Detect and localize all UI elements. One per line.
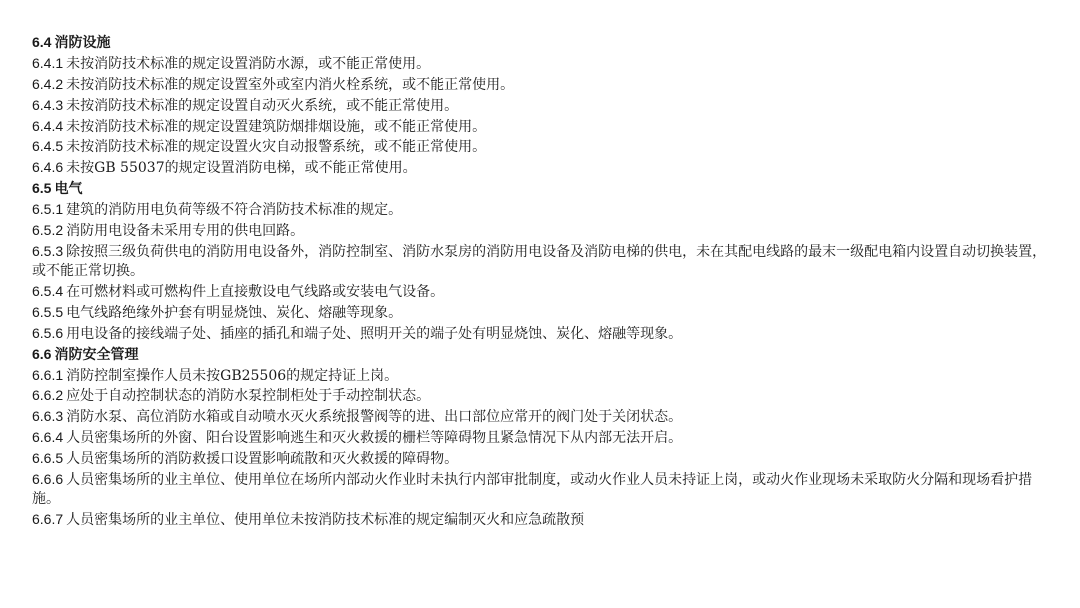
clause-text: 人员密集场所的外窗、阳台设置影响逃生和灭火救援的栅栏等障碍物且紧急情况下从内部无法开启。 (66, 430, 683, 447)
clause-text: 消防控制室操作人员未按GB25506的规定持证上岗。 (66, 367, 399, 384)
section-heading-6-6 (32, 345, 1054, 365)
clause-6-6-4 (32, 428, 1054, 448)
clause-number: 6.4.6 (32, 159, 64, 176)
clause-number: 6.5.3 (32, 243, 64, 260)
clause-text: 用电设备的接线端子处、插座的插孔和端子处、照明开关的端子处有明显烧蚀、炭化、熔融等现象。 (66, 325, 683, 342)
clause-6-4-1 (32, 54, 1054, 74)
clause-number: 6.6.1 (32, 366, 64, 383)
clause-number: 6.5.5 (32, 303, 64, 320)
clause-6-5-1 (32, 200, 1054, 220)
clause-number: 6.6.4 (32, 429, 64, 446)
section-number: 6.5 (32, 180, 52, 197)
section-number: 6.6 (32, 345, 52, 362)
clause-6-5-5 (32, 303, 1054, 323)
clause-text: 建筑的消防用电负荷等级不符合消防技术标准的规定。 (66, 202, 403, 219)
section-heading-6-5 (32, 179, 1054, 199)
clause-6-6-5 (32, 449, 1054, 469)
clause-text: 除按照三级负荷供电的消防用电设备外，消防控制室、消防水泵房的消防用电设备及消防电梯的供电，未在其配电线路的最末一级配电箱内设置自动切换装置，或不能正常切换。 (32, 244, 1047, 280)
clause-6-5-4 (32, 282, 1054, 302)
clause-text: 消防用电设备未采用专用的供电回路。 (66, 223, 305, 240)
clause-text: 人员密集场所的消防救援口设置影响疏散和灭火救援的障碍物。 (66, 451, 459, 468)
clause-number: 6.4.4 (32, 117, 64, 134)
clause-text: 人员密集场所的业主单位、使用单位在场所内部动火作业时未执行内部审批制度，或动火作业人员未持证上岗，或动火作业现场未采取防火分隔和现场看护措施。 (32, 472, 1033, 508)
clause-6-4-4 (32, 117, 1054, 137)
clause-number: 6.5.2 (32, 222, 64, 239)
clause-number: 6.6.5 (32, 450, 64, 467)
clause-text: 电气线路绝缘外护套有明显烧蚀、炭化、熔融等现象。 (66, 304, 403, 321)
clause-6-5-3 (32, 242, 1054, 281)
clause-number: 6.4.1 (32, 54, 64, 71)
clause-number: 6.4.5 (32, 138, 64, 155)
clause-number: 6.4.2 (32, 75, 64, 92)
clause-6-4-5 (32, 137, 1054, 157)
clause-text: 未按消防技术标准的规定设置室外或室内消火栓系统，或不能正常使用。 (66, 76, 515, 93)
clause-6-5-6 (32, 324, 1054, 344)
clause-text: 未按GB 55037的规定设置消防电梯，或不能正常使用。 (66, 160, 417, 177)
document-body (32, 32, 1054, 530)
clause-text: 消防水泵、高位消防水箱或自动喷水灭火系统报警阀等的进、出口部位应常开的阀门处于关闭状态。 (66, 409, 683, 426)
clause-number: 6.6.2 (32, 387, 64, 404)
clause-number: 6.5.1 (32, 201, 64, 218)
clause-number: 6.6.7 (32, 510, 64, 527)
clause-text: 未按消防技术标准的规定设置火灾自动报警系统，或不能正常使用。 (66, 139, 487, 156)
clause-6-6-6 (32, 470, 1054, 509)
clause-text: 应处于自动控制状态的消防水泵控制柜处于手动控制状态。 (66, 388, 431, 405)
section-title: 消防安全管理 (54, 346, 139, 363)
clause-text: 未按消防技术标准的规定设置建筑防烟排烟设施，或不能正常使用。 (66, 118, 487, 135)
section-heading-6-4 (32, 33, 1054, 53)
section-title: 电气 (54, 181, 83, 198)
clause-number: 6.5.6 (32, 324, 64, 341)
clause-text: 在可燃材料或可燃构件上直接敷设电气线路或安装电气设备。 (66, 283, 445, 300)
clause-6-6-1 (32, 366, 1054, 386)
clause-6-5-2 (32, 221, 1054, 241)
clause-6-4-3 (32, 96, 1054, 116)
clause-6-6-7 (32, 510, 1054, 530)
clause-number: 6.5.4 (32, 282, 64, 299)
clause-number: 6.4.3 (32, 96, 64, 113)
section-title: 消防设施 (54, 35, 111, 51)
clause-text: 未按消防技术标准的规定设置自动灭火系统，或不能正常使用。 (66, 97, 459, 114)
clause-6-6-2 (32, 386, 1054, 406)
clause-text: 人员密集场所的业主单位、使用单位未按消防技术标准的规定编制灭火和应急疏散预 (66, 511, 585, 528)
clause-6-6-3 (32, 407, 1054, 427)
clause-text: 未按消防技术标准的规定设置消防水源，或不能正常使用。 (66, 55, 431, 72)
section-number: 6.4 (32, 34, 52, 50)
clause-number: 6.6.6 (32, 471, 64, 488)
clause-6-4-2 (32, 75, 1054, 95)
clause-number: 6.6.3 (32, 408, 64, 425)
clause-6-4-6 (32, 158, 1054, 178)
